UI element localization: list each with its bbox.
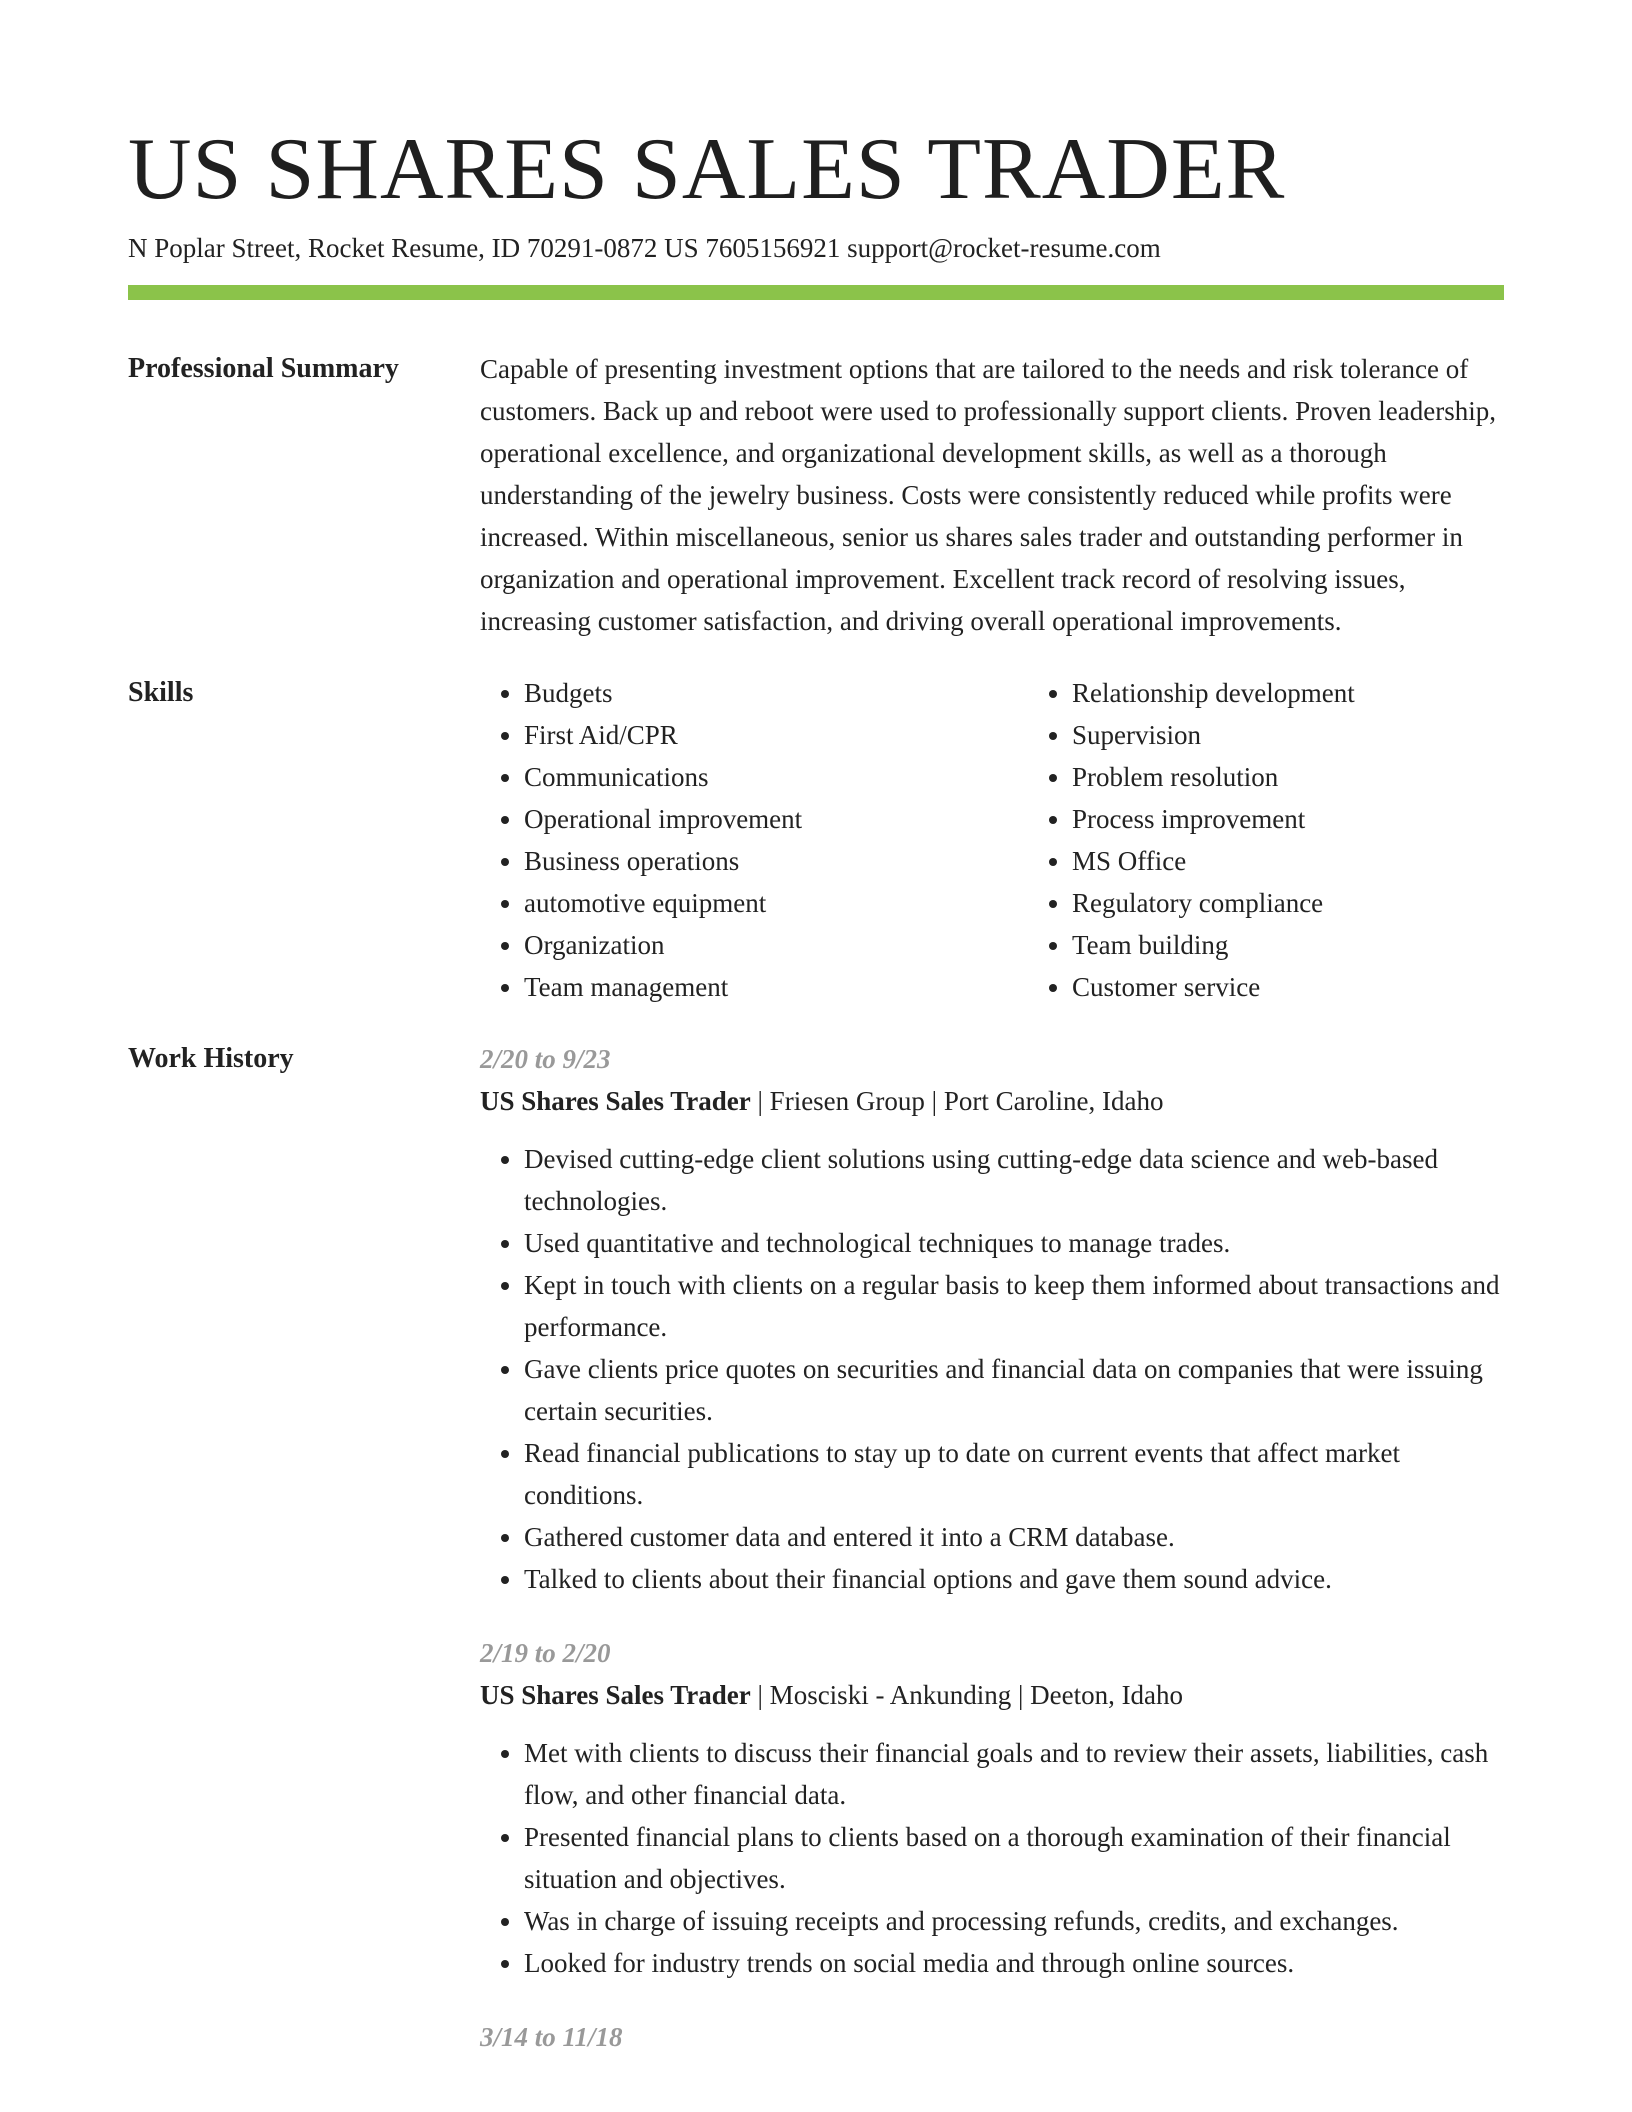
job-entry — [480, 1632, 1504, 1984]
summary-body — [480, 348, 1504, 642]
job-title-line — [480, 1674, 1504, 1716]
skill-item: • Business operations — [524, 840, 1028, 882]
skill-item: • Team management — [524, 966, 1028, 1008]
job-bullet: • Looked for industry trends on social media and through online sources. — [524, 1942, 1504, 1984]
skill-item: • Budgets — [524, 672, 1028, 714]
summary-title: Professional Summary — [128, 353, 399, 384]
skill-item: • Operational improvement — [524, 798, 1028, 840]
skill-item: • automotive equipment — [524, 882, 1028, 924]
skill-item: • Organization — [524, 924, 1028, 966]
job-entry — [480, 1038, 1504, 1600]
resume-content — [128, 348, 1504, 2112]
job-role: US Shares Sales Trader — [480, 1086, 751, 1116]
job-bullets — [480, 1732, 1504, 1984]
job-bullet: • Kept in touch with clients on a regular basis to keep them informed about transactions and performance. — [524, 1264, 1504, 1348]
summary-section — [128, 348, 1504, 642]
header-divider — [128, 285, 1504, 300]
work-history-section — [128, 1038, 1504, 2090]
resume-header — [128, 120, 1504, 266]
job-bullet: • Read financial publications to stay up to date on current events that affect market conditions. — [524, 1432, 1504, 1516]
skills-body — [480, 672, 1576, 1008]
job-bullet: • Gave clients price quotes on securities and financial data on companies that were issuing certain securities. — [524, 1348, 1504, 1432]
candidate-name: US SHARES SALES TRADER — [128, 121, 1286, 218]
job-bullet: • Gathered customer data and entered it into a CRM database. — [524, 1516, 1504, 1558]
contact-info: N Poplar Street, Rocket Resume, ID 70291-0872 US 7605156921 support@rocket-resume.com — [128, 233, 1161, 263]
skills-section — [128, 672, 1504, 1008]
skill-item: • Relationship development — [1072, 672, 1576, 714]
skill-item: • Regulatory compliance — [1072, 882, 1576, 924]
skill-item: • Team building — [1072, 924, 1576, 966]
skill-item: • Supervision — [1072, 714, 1576, 756]
skill-item: • MS Office — [1072, 840, 1576, 882]
skills-list-right — [1028, 672, 1576, 1008]
work-history-body — [480, 1038, 1504, 2090]
job-bullet: • Devised cutting-edge client solutions using cutting-edge data science and web-based technologies. — [524, 1138, 1504, 1222]
skill-item: • Process improvement — [1072, 798, 1576, 840]
skill-item: • First Aid/CPR — [524, 714, 1028, 756]
job-bullet: • Was in charge of issuing receipts and processing refunds, credits, and exchanges. — [524, 1900, 1504, 1942]
job-bullet: • Met with clients to discuss their financial goals and to review their assets, liabilities, cash flow, and other financial data. — [524, 1732, 1504, 1816]
job-dates: 2/19 to 2/20 — [480, 1638, 611, 1668]
job-bullet: • Talked to clients about their financial options and gave them sound advice. — [524, 1558, 1504, 1600]
job-role: US Shares Sales Trader — [480, 1680, 751, 1710]
skills-title: Skills — [128, 677, 194, 708]
job-bullets — [480, 1138, 1504, 1600]
job-dates: 2/20 to 9/23 — [480, 1044, 611, 1074]
job-dates: 3/14 to 11/18 — [480, 2022, 623, 2052]
job-bullet: • Used quantitative and technological techniques to manage trades. — [524, 1222, 1504, 1264]
job-title-line — [480, 1080, 1504, 1122]
skill-item: • Problem resolution — [1072, 756, 1576, 798]
summary-text: Capable of presenting investment options that are tailored to the needs and risk tolerance of customers. Back up and reboot were used to professionally support clients. Proven leadership, operational excellence, and organizational development skills, as well as a thorough understanding of the jewelry business. Costs were consistently reduced while profits were increased. Within miscellaneous, senior us shares sales trader and outstanding performer in organization and operational improvement. Excellent track record of resolving issues, increasing customer satisfaction, and driving overall operational improvements. — [480, 354, 1497, 636]
job-bullet: • Presented financial plans to clients based on a thorough examination of their financial situation and objectives. — [524, 1816, 1504, 1900]
job-details: | Mosciski - Ankunding | Deeton, Idaho — [750, 1680, 1184, 1710]
skill-item: • Communications — [524, 756, 1028, 798]
work-history-title: Work History — [128, 1043, 294, 1074]
job-details: | Friesen Group | Port Caroline, Idaho — [750, 1086, 1164, 1116]
job-entry — [480, 2016, 1504, 2058]
skill-item: • Customer service — [1072, 966, 1576, 1008]
skills-list-left — [480, 672, 1028, 1008]
